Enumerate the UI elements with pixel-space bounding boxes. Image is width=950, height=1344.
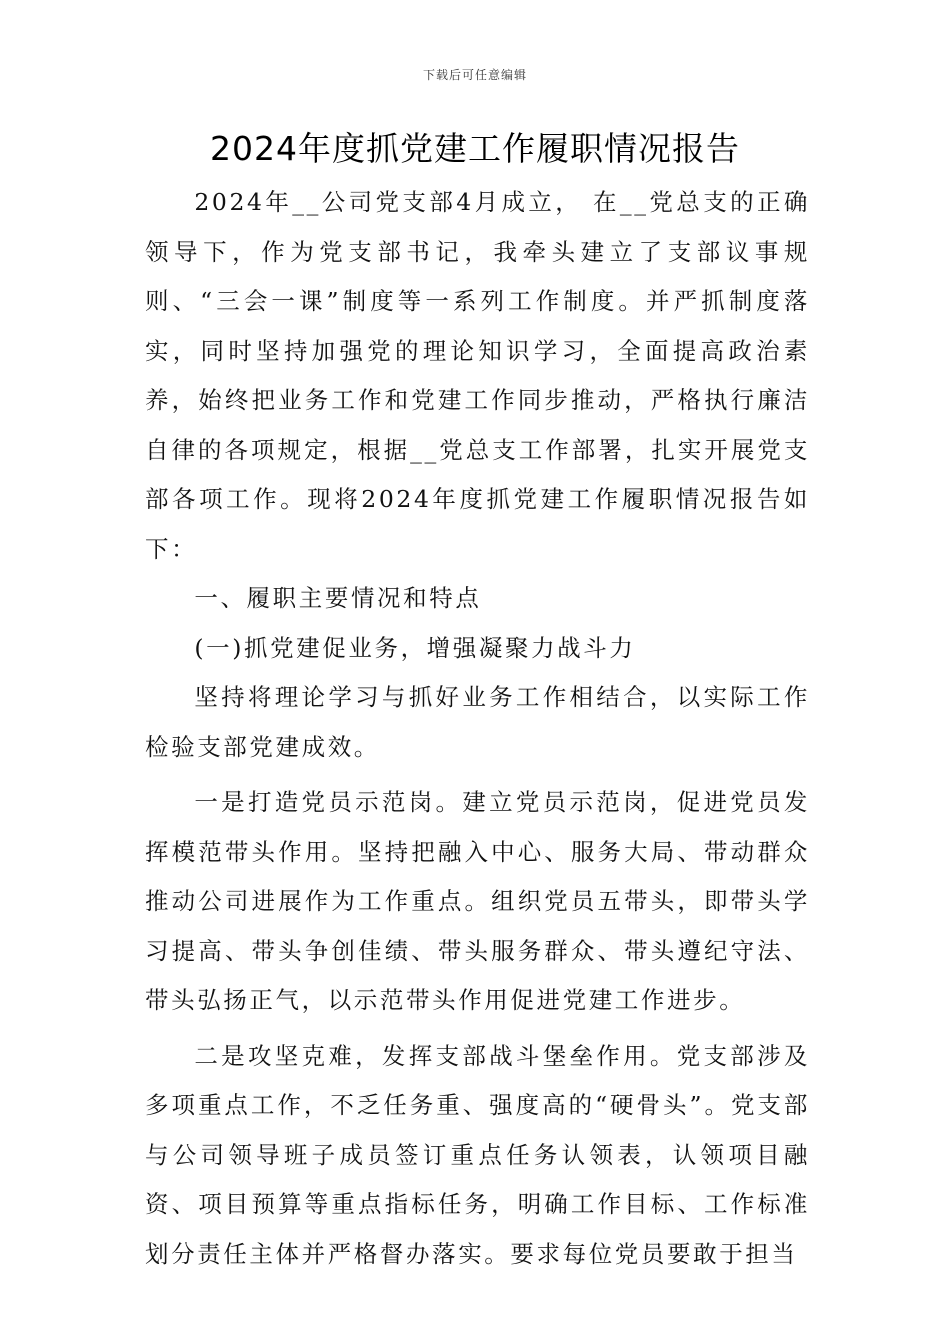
paragraph-tackle-difficulties: 二是攻坚克难，发挥支部战斗堡垒作用。党支部涉及多项重点工作，不乏任务重、强度高的“硬骨头”。党支部与公司领导班子成员签订重点任务认领表，认领项目融资、项目预算等重点指标任务，明确工作目标、工作标准划分责任主体并严格督办落实。要求每位党员要敢于担当 [145, 1041, 810, 1268]
header-note: 下载后可任意编辑 [422, 68, 527, 82]
document-title: 2024年度抓党建工作履职情况报告 [210, 129, 740, 168]
paragraph-theory-practice: 坚持将理论学习与抓好业务工作相结合，以实际工作检验支部党建成效。 [145, 683, 810, 761]
paragraph-model-post: 一是打造党员示范岗。建立党员示范岗，促进党员发挥模范带头作用。坚持把融入中心、服务大局、带动群众推动公司进展作为工作重点。组织党员五带头，即带头学习提高、带头争创佳绩、带头服务群众、带头遵纪守法、带头弘扬正气，以示范带头作用促进党建工作进步。 [145, 788, 810, 1014]
paragraph-intro: 2024年__公司党支部4月成立， 在__党总支的正确领导下，作为党支部书记，我牵头建立了支部议事规则、“三会一课”制度等一系列工作制度。并严抓制度落实，同时坚持加强党的理论知识学习，全面提高政治素养，始终把业务工作和党建工作同步推动，严格执行廉洁自律的各项规定，根据__党总支工作部署，扎实开展党支部各项工作。现将2024年度抓党建工作履职情况报告如下： [145, 188, 810, 563]
section-heading: 一、履职主要情况和特点 [194, 584, 482, 612]
subsection-heading: (一)抓党建促业务，增强凝聚力战斗力 [194, 633, 636, 662]
document-body [145, 178, 810, 1279]
